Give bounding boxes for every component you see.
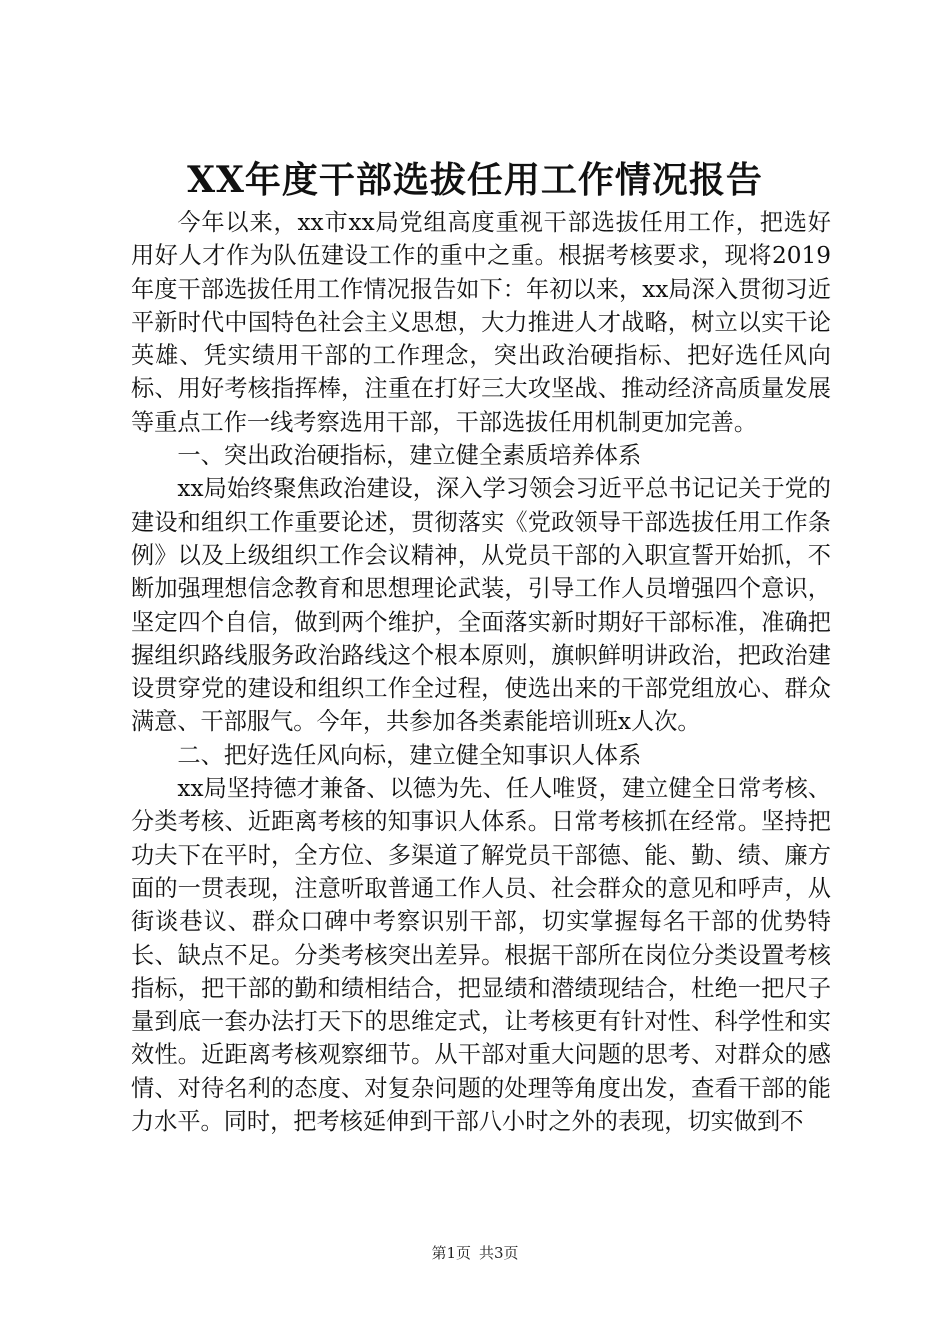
section-2-paragraph: xx局坚持德才兼备、以德为先、任人唯贤，建立健全日常考核、分类考核、近距离考核的知事识人体系。日常考核抓在经常。坚持把功夫下在平时，全方位、多渠道了解党员干部德、能、勤、绩、廉方面的一贯表现，注意听取普通工作人员、社会群众的意见和呼声，从街谈巷议、群众口碑中考察识别干部，切实掌握每名干部的优势特长、缺点不足。分类考核突出差异。根据干部所在岗位分类设置考核指标，把干部的勤和绩相结合，把显绩和潜绩现结合，杜绝一把尺子量到底一套办法打天下的思维定式，让考核更有针对性、科学性和实效性。近距离考核观察细节。从干部对重大问题的思考、对群众的感情、对待名利的态度、对复杂问题的处理等角度出发，查看干部的能力水平。同时，把考核延伸到干部八小时之外的表现，切实做到不 (131, 775, 831, 1136)
page-number: 第1页 (431, 1244, 471, 1262)
section-heading-1: 一、突出政治硬指标，建立健全素质培养体系 (177, 442, 642, 470)
section-heading-2: 二、把好选任风向标，建立健全知事识人体系 (177, 741, 642, 769)
page-total: 共3页 (479, 1244, 519, 1262)
document-title: XX年度干部选拔任用工作情况报告 (187, 159, 763, 201)
page-footer (0, 1242, 950, 1264)
intro-paragraph: 今年以来，xx市xx局党组高度重视干部选拔任用工作，把选好用好人才作为队伍建设工作的重中之重。根据考核要求，现将2019年度干部选拔任用工作情况报告如下：年初以来，xx局深入贯彻习近平新时代中国特色社会主义思想，大力推进人才战略，树立以实干论英雄、凭实绩用干部的工作理念，突出政治硬指标、把好选任风向标、用好考核指挥棒，注重在打好三大攻坚战、推动经济高质量发展等重点工作一线考察选用干部，干部选拔任用机制更加完善。 (131, 209, 831, 436)
document-body (131, 206, 831, 1138)
section-1-paragraph: xx局始终聚焦政治建设，深入学习领会习近平总书记记关于党的建设和组织工作重要论述，贯彻落实《党政领导干部选拔任用工作条例》以及上级组织工作会议精神，从党员干部的入职宣誓开始抓，不断加强理想信念教育和思想理论武装，引导工作人员增强四个意识，坚定四个自信，做到两个维护，全面落实新时期好干部标准，准确把握组织路线服务政治路线这个根本原则，旗帜鲜明讲政治，把政治建设贯穿党的建设和组织工作全过程，使选出来的干部党组放心、群众满意、干部服气。今年，共参加各类素能培训班x人次。 (131, 475, 831, 736)
